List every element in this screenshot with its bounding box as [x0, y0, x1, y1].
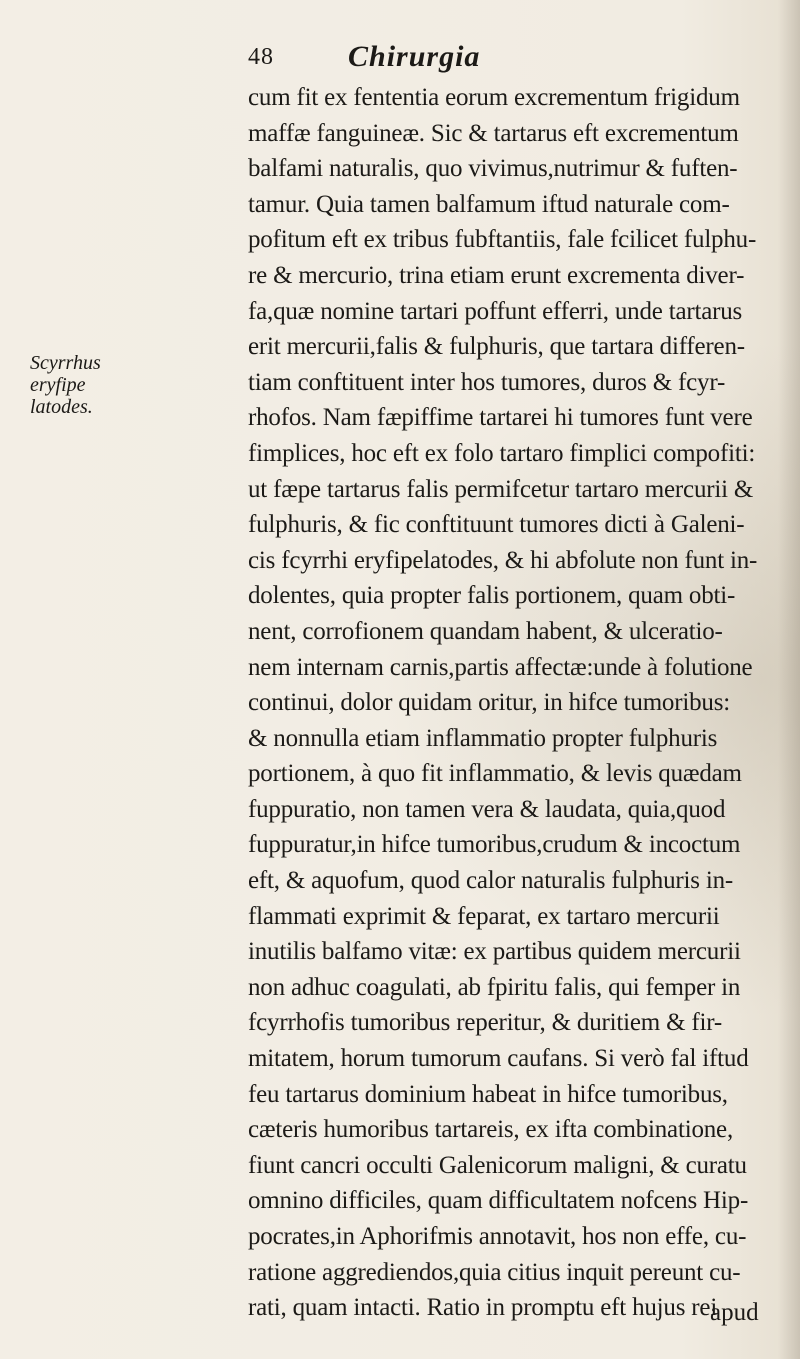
text-line: fulphuris, & fic conftituunt tumores dicti à Galeni-: [248, 511, 745, 539]
text-line: balfami naturalis, quo vivimus,nutrimur & fuften-: [248, 155, 738, 183]
page-number: 48: [248, 44, 274, 70]
text-line: fiunt cancri occulti Galenicorum maligni, & curatu: [248, 1151, 747, 1179]
text-line: re & mercurio, trina etiam erunt excrementa diver-: [248, 261, 745, 289]
text-line: pofitum eft ex tribus fubftantiis, fale fcilicet fulphu-: [248, 226, 757, 254]
text-line: omnino difficiles, quam difficultatem nofcens Hip-: [248, 1187, 749, 1215]
text-line: fimplices, hoc eft ex folo tartaro fimplici compofiti:: [248, 439, 756, 467]
margin-note-line: eryfipe: [30, 374, 86, 396]
text-line: tiam conftituent inter hos tumores, duros & fcyr-: [248, 368, 726, 396]
text-line: flammati exprimit & feparat, ex tartaro mercurii: [248, 902, 720, 930]
text-line: rati, quam intacti. Ratio in promptu eft hujus rei: [248, 1294, 718, 1322]
running-title: Chirurgia: [348, 40, 481, 73]
text-line: pocrates,in Aphorifmis annotavit, hos non effe, cu-: [248, 1223, 747, 1250]
text-line: cis fcyrrhi eryfipelatodes, & hi abfolute non funt in-: [248, 546, 758, 574]
text-line: cum fit ex fententia eorum excrementum frigidum: [248, 84, 740, 111]
text-line: erit mercurii,falis & fulphuris, que tartara differen-: [248, 333, 745, 361]
text-line: dolentes, quia propter falis portionem, quam obti-: [248, 582, 736, 610]
text-line: fuppuratur,in hifce tumoribus,crudum & incoctum: [248, 831, 741, 859]
text-line: nent, corrofionem quandam habent, & ulceratio-: [248, 617, 723, 645]
text-line: ut fæpe tartarus falis permifcetur tartaro mercurii &: [248, 475, 754, 503]
body-text: [248, 80, 788, 1326]
text-line: feu tartarus dominium habeat in hifce tumoribus,: [248, 1080, 728, 1108]
text-line: & nonnulla etiam inflammatio propter fulphuris: [248, 724, 718, 752]
text-line: inutilis balfamo vitæ: ex partibus quidem mercurii: [248, 938, 741, 966]
text-line: fcyrrhofis tumoribus reperitur, & duritiem & fir-: [248, 1009, 722, 1037]
text-line: ratione aggrediendos,quia citius inquit pereunt cu-: [248, 1258, 741, 1286]
text-line: mitatem, horum tumorum caufans. Si verò fal iftud: [248, 1045, 749, 1073]
text-line: fa,quæ nomine tartari poffunt efferri, unde tartarus: [248, 297, 743, 325]
text-line: portionem, à quo fit inflammatio, & levis quædam: [248, 760, 742, 788]
text-line: cæteris humoribus tartareis, ex ifta combinatione,: [248, 1116, 733, 1144]
margin-note-line: latodes.: [30, 396, 93, 418]
catchword: apud: [710, 1299, 759, 1326]
text-line: non adhuc coagulati, ab fpiritu falis, qui femper in: [248, 973, 741, 1001]
text-line: nem internam carnis,partis affectæ:unde à folutione: [248, 653, 753, 681]
page-header: [248, 40, 668, 80]
text-line: continui, dolor quidam oritur, in hifce tumoribus:: [248, 689, 730, 717]
text-line: maffæ fanguineæ. Sic & tartarus eft excrementum: [248, 119, 739, 147]
margin-note-line: Scyrrhus: [30, 352, 101, 374]
text-line: eft, & aquofum, quod calor naturalis fulphuris in-: [248, 867, 734, 895]
text-line: rhofos. Nam fæpiffime tartarei hi tumores funt vere: [248, 404, 753, 432]
margin-note: [30, 352, 110, 418]
text-line: fuppuratio, non tamen vera & laudata, quia,quod: [248, 795, 726, 823]
text-line: tamur. Quia tamen balfamum iftud naturale com-: [248, 190, 730, 218]
